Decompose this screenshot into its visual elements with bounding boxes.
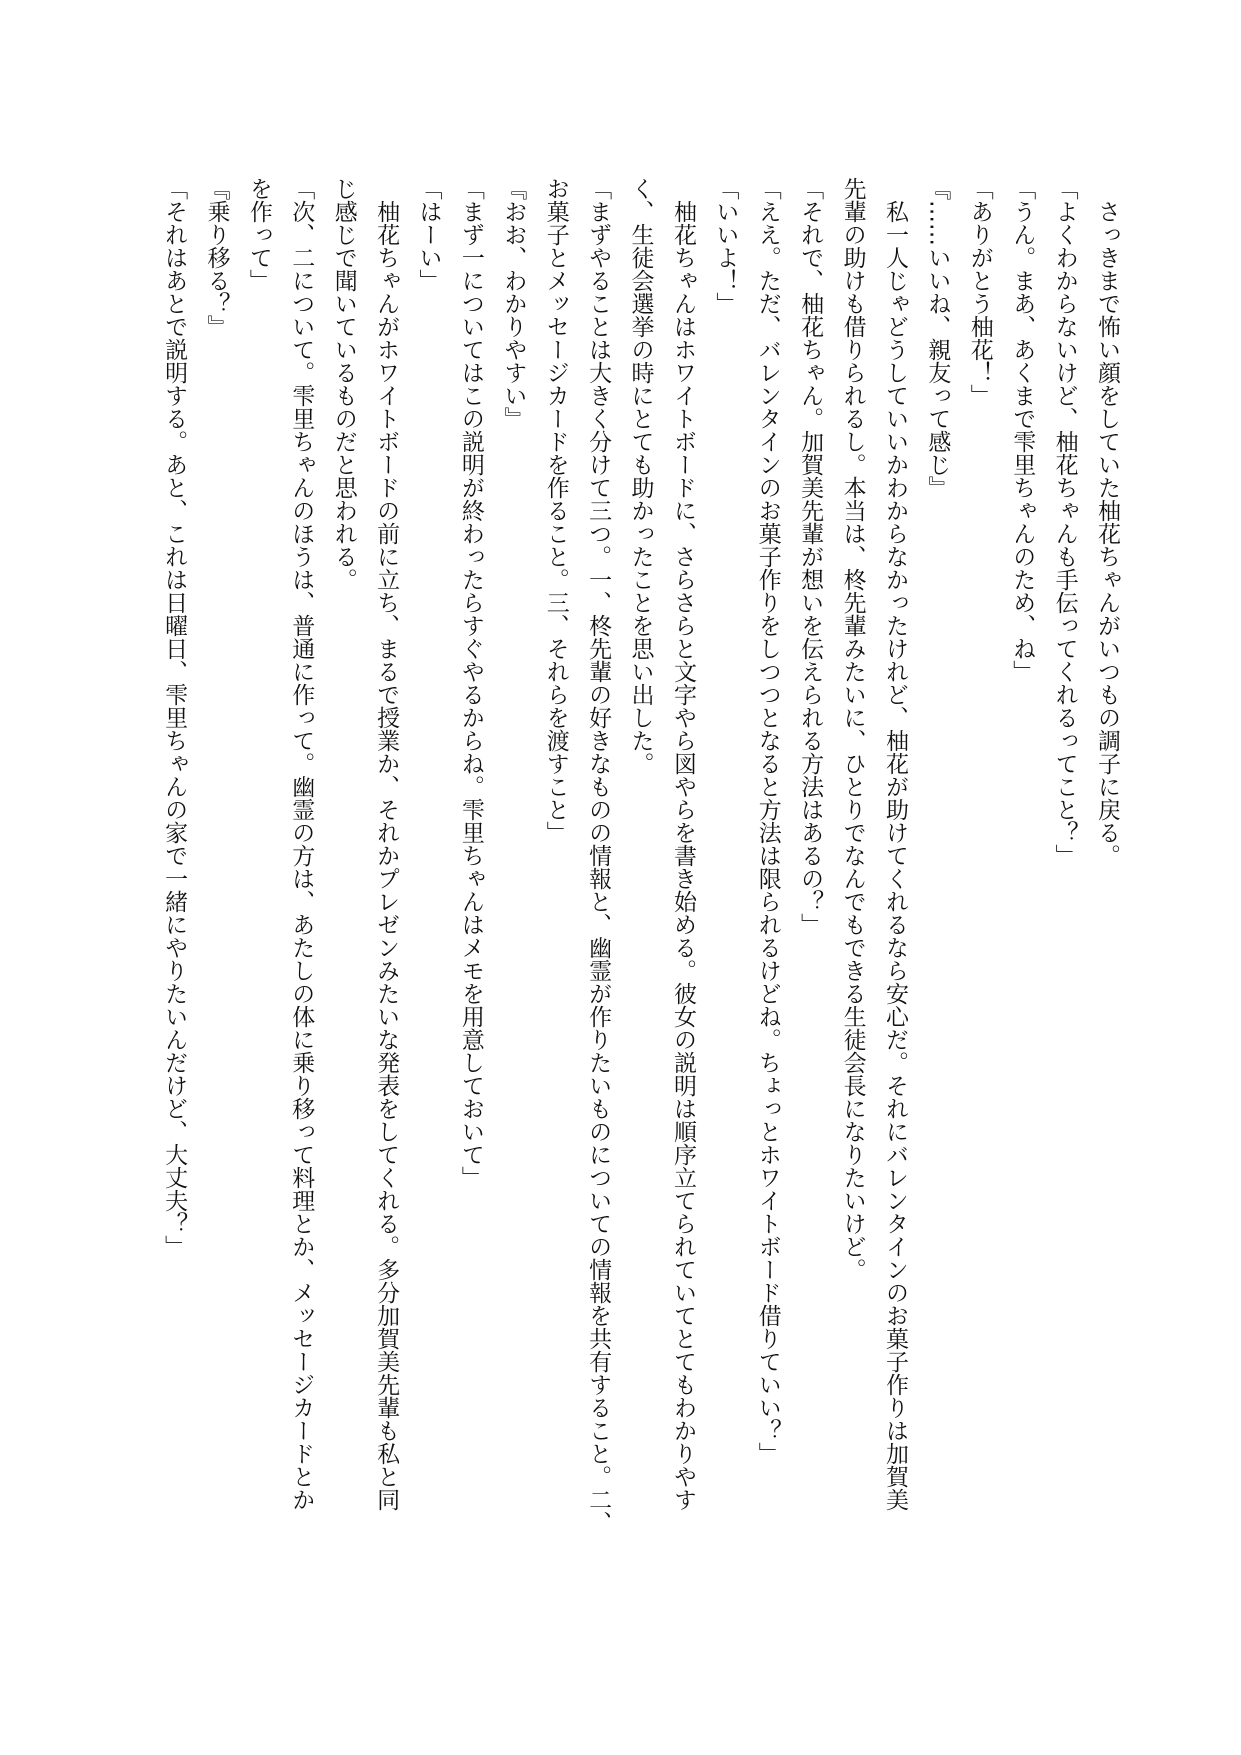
vertical-text-body [153, 177, 1128, 1534]
text-line: 「いいよ！」 [712, 177, 739, 315]
text-line: 「まずやることは大きく分けて三つ。一、柊先輩の好きなものの情報と、幽霊が作りたいものについての情報を共有すること。二、 [585, 177, 612, 1534]
text-line: 「はーい」 [415, 177, 442, 292]
text-line: 柚花ちゃんがホワイトボードの前に立ち、まるで授業か、それかプレゼンみたいな発表をしてくれる。多分加賀美先輩も私と同 [373, 177, 400, 1511]
text-line: 「よくわからないけど、柚花ちゃんも手伝ってくれるってこと？」 [1051, 177, 1078, 867]
text-line: 『おお、わかりやすい』 [500, 177, 527, 430]
text-line: 「次、二について。雫里ちゃんのほうは、普通に作って。幽霊の方は、あたしの体に乗り移って料理とか、メッセージカードとか [288, 177, 315, 1511]
text-line: 『……いいね、親友って感じ』 [924, 177, 951, 499]
text-line: 『乗り移る？』 [203, 177, 230, 338]
text-line: 「ありがとう柚花！」 [966, 177, 993, 407]
text-line: 柚花ちゃんはホワイトボードに、さらさらと文字やら図やらを書き始める。彼女の説明は順序立てられていてとてもわかりやす [669, 177, 696, 1511]
text-line: お菓子とメッセージカードを作ること。三、それらを渡すこと」 [542, 177, 569, 844]
text-line: じ感じで聞いているものだと思われる。 [330, 177, 357, 591]
text-line: 先輩の助けも借りられるし。本当は、柊先輩みたいに、ひとりでなんでもできる生徒会長になりたいけど。 [839, 177, 866, 1281]
text-line: 「ええ。ただ、バレンタインのお菓子作りをしつつとなると方法は限られるけどね。ちょっとホワイトボード借りていい？」 [754, 177, 781, 1465]
text-line: 「うん。まあ、あくまで雫里ちゃんのため、ね」 [1009, 177, 1036, 683]
text-line: 「まず一についてはこの説明が終わったらすぐやるからね。雫里ちゃんはメモを用意しておいて」 [457, 177, 484, 1189]
text-line: を作って」 [245, 177, 272, 292]
text-line: く、生徒会選挙の時にとても助かったことを思い出した。 [627, 177, 654, 775]
text-line: さっきまで怖い顔をしていた柚花ちゃんがいつもの調子に戻る。 [1094, 177, 1120, 867]
text-line: 「それはあとで説明する。あと、これは日曜日、雫里ちゃんの家で一緒にやりたいんだけど、大丈夫？」 [161, 177, 188, 1258]
text-line: 「それで、柚花ちゃん。加賀美先輩が想いを伝えられる方法はあるの？」 [797, 177, 824, 936]
text-line: 私一人じゃどうしていいかわからなかったけれど、柚花が助けてくれるなら安心だ。それにバレンタインのお菓子作りは加賀美 [881, 177, 908, 1511]
